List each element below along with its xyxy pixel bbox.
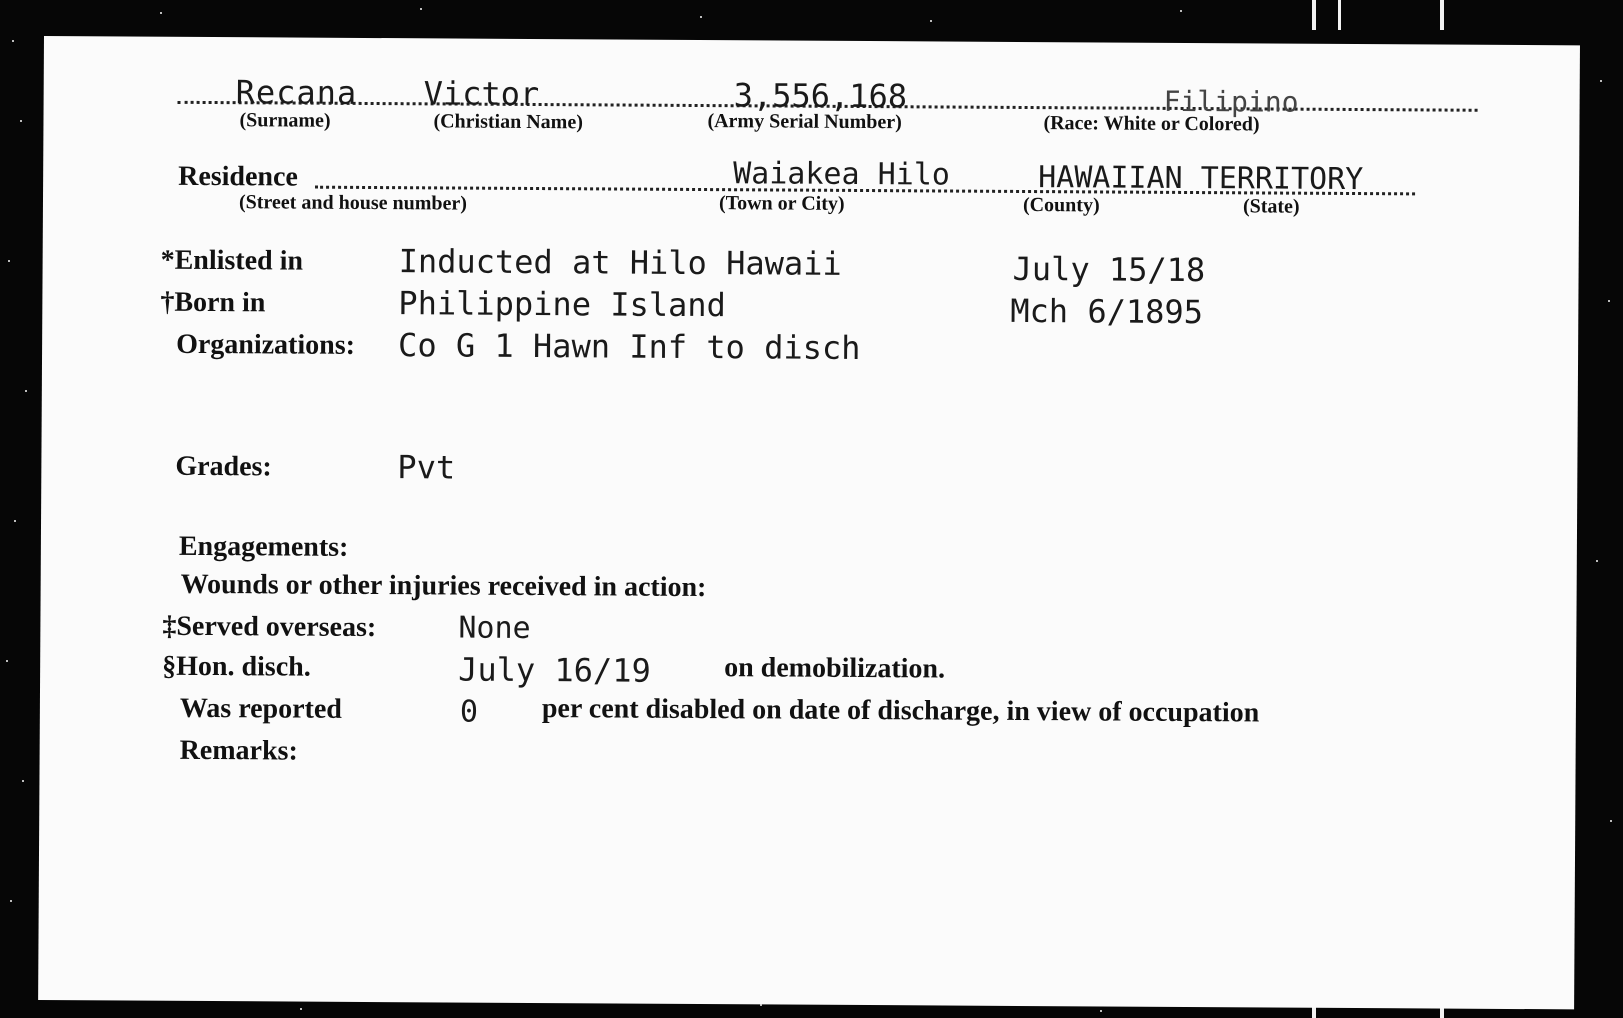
residence-state-value: HAWAIIAN TERRITORY — [1038, 160, 1364, 198]
noise-dot — [10, 900, 12, 902]
race-value: Filipino — [1163, 84, 1299, 119]
discharge-label: §Hon. disch. — [162, 650, 311, 683]
grades-value: Pvt — [397, 448, 456, 487]
noise-dot — [25, 390, 27, 392]
organizations-label: Organizations: — [176, 328, 356, 361]
enlisted-date: July 15/18 — [1012, 249, 1206, 290]
edge-mark — [1440, 0, 1444, 30]
noise-dot — [300, 1008, 302, 1010]
overseas-label: ‡Served overseas: — [162, 610, 377, 644]
edge-mark — [1312, 0, 1316, 30]
noise-dot — [14, 520, 16, 522]
noise-dot — [160, 12, 162, 14]
serial-number-value: 3,556,168 — [733, 76, 908, 116]
noise-dot — [1180, 10, 1182, 12]
christian-name-caption: (Christian Name) — [433, 110, 583, 134]
serial-caption: (Army Serial Number) — [707, 110, 902, 134]
race-caption: (Race: White or Colored) — [1043, 112, 1260, 136]
noise-dot — [20, 120, 22, 122]
noise-dot — [930, 20, 932, 22]
remarks-label: Remarks: — [179, 734, 298, 767]
street-caption: (Street and house number) — [238, 191, 468, 215]
disability-suffix: per cent disabled on date of discharge, in view of occupation — [541, 693, 1260, 729]
christian-name-value: Victor — [423, 74, 540, 114]
disability-value: 0 — [459, 694, 479, 730]
disability-label: Was reported — [179, 692, 343, 725]
born-label: †Born in — [160, 286, 266, 319]
discharge-suffix: on demobilization. — [724, 652, 946, 685]
overseas-value: None — [458, 610, 531, 646]
noise-dot — [420, 8, 422, 10]
record-card — [38, 36, 1580, 1009]
noise-dot — [6, 660, 8, 662]
noise-dot — [1596, 560, 1598, 562]
noise-dot — [1100, 1010, 1102, 1012]
grades-label: Grades: — [175, 450, 272, 483]
discharge-date: July 16/19 — [458, 650, 651, 690]
town-caption: (Town or City) — [718, 192, 845, 215]
born-value: Philippine Island — [398, 284, 727, 325]
wounds-label: Wounds or other injuries received in action: — [180, 568, 707, 604]
born-date: Mch 6/1895 — [1010, 291, 1204, 332]
edge-mark — [1338, 0, 1341, 30]
noise-dot — [700, 16, 702, 18]
surname-caption: (Surname) — [239, 109, 331, 132]
enlisted-label: *Enlisted in — [160, 244, 304, 277]
surname-value: Recana — [235, 73, 358, 112]
noise-dot — [8, 260, 10, 262]
residence-town-value: Waiakea Hilo — [733, 156, 951, 193]
state-caption: (State) — [1242, 195, 1300, 218]
noise-dot — [1610, 820, 1612, 822]
noise-dot — [1608, 300, 1610, 302]
noise-dot — [1600, 80, 1602, 82]
residence-label: Residence — [178, 160, 299, 193]
noise-dot — [22, 780, 24, 782]
enlisted-value: Inducted at Hilo Hawaii — [398, 242, 842, 283]
organizations-value: Co G 1 Hawn Inf to disch — [398, 326, 861, 367]
noise-dot — [12, 40, 14, 42]
county-caption: (County) — [1022, 193, 1100, 217]
engagements-label: Engagements: — [178, 530, 349, 563]
